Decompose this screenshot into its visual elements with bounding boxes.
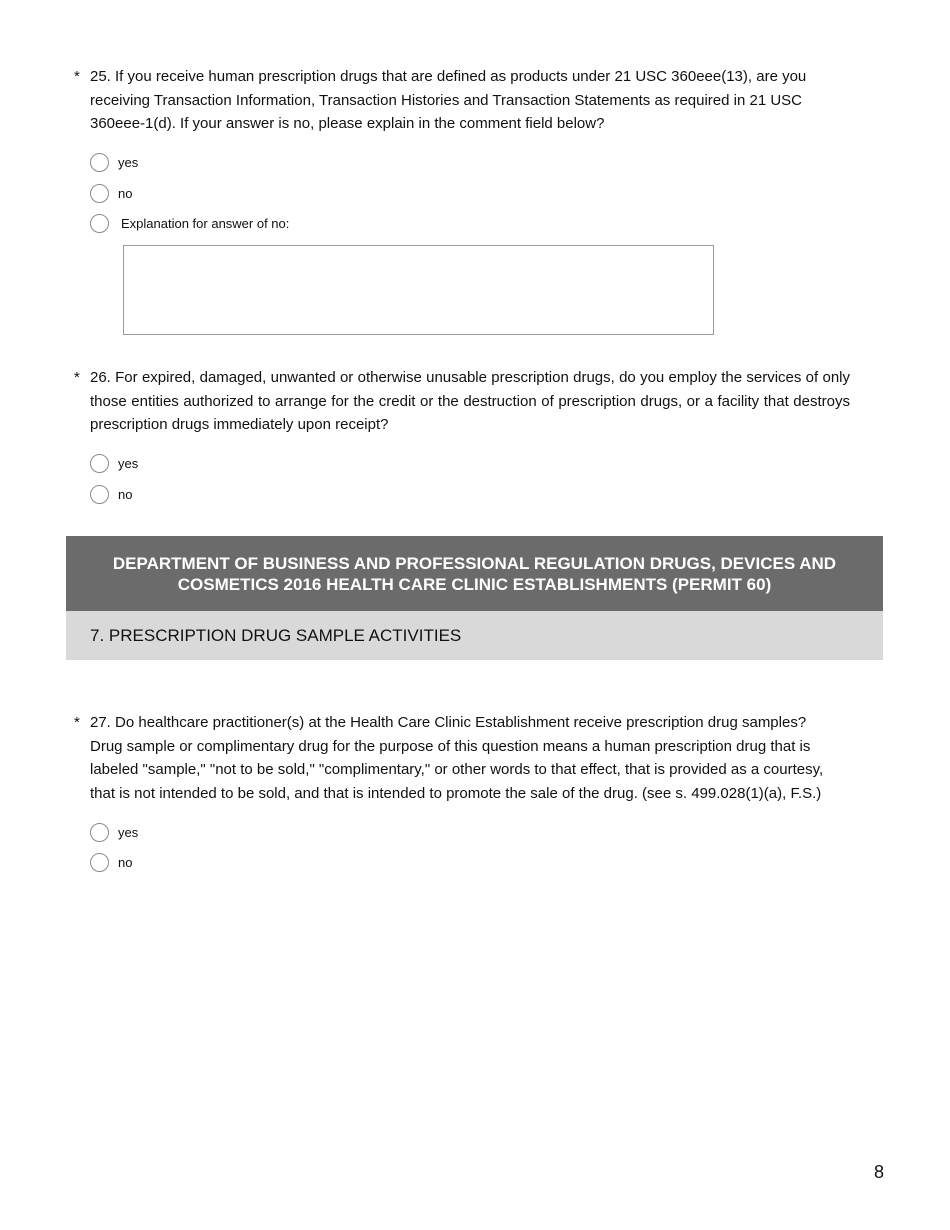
radio-button[interactable]	[90, 485, 109, 504]
required-asterisk: *	[74, 369, 80, 386]
question-26-text: 26. For expired, damaged, unwanted or otherwise unusable prescription drugs, do you employ the services of only those entities authorized to arrange for the credit or the destruction of prescription drugs, or a facility that destroys prescription drugs immediately upon receipt?	[90, 369, 850, 433]
option-label: no	[118, 185, 133, 201]
option-no[interactable]	[90, 178, 854, 209]
question-26	[74, 366, 854, 510]
question-27	[74, 711, 854, 878]
section-subtitle: 7. PRESCRIPTION DRUG SAMPLE ACTIVITIES	[90, 625, 462, 645]
section-subheader	[66, 611, 883, 660]
question-25	[74, 65, 854, 239]
required-asterisk: *	[74, 68, 80, 85]
option-no[interactable]	[90, 848, 854, 879]
option-explanation[interactable]	[90, 209, 854, 240]
section-header	[66, 536, 883, 611]
option-label: yes	[118, 824, 139, 840]
option-yes[interactable]	[90, 148, 854, 179]
page-number: 8	[873, 1162, 884, 1182]
required-asterisk: *	[74, 714, 80, 731]
question-27-text: 27. Do healthcare practitioner(s) at the Health Care Clinic Establishment receive prescription drug samples? Drug sample or complimentary drug for the purpose of this question means a human prescription drug that is labeled "sample," "not to be sold," "complimentary," or other words to that effect, that is provided as a courtesy, that is not intended to be sold, and that is intended to promote the sale of the drug. (see s. 499.028(1)(a), F.S.)	[90, 714, 824, 802]
radio-button[interactable]	[90, 184, 109, 203]
radio-button[interactable]	[90, 823, 109, 842]
question-25-options	[90, 148, 854, 240]
question-27-options	[90, 817, 854, 878]
option-label: Explanation for answer of no:	[121, 216, 290, 232]
question-25-text: 25. If you receive human prescription drugs that are defined as products under 21 USC 360eee(13), are you receiving Transaction Information, Transaction Histories and Transaction Statements as required in 21 USC 360eee-1(d). If your answer is no, please explain in the comment field below?	[90, 68, 807, 132]
option-yes[interactable]	[90, 449, 854, 480]
option-label: no	[118, 486, 133, 502]
option-yes[interactable]	[90, 817, 854, 848]
radio-button[interactable]	[90, 454, 109, 473]
section-title: DEPARTMENT OF BUSINESS AND PROFESSIONAL REGULATION DRUGS, DEVICES AND COSMETICS 2016 HEALTH CARE CLINIC ESTABLISHMENTS (PERMIT 60)	[112, 553, 837, 594]
radio-button[interactable]	[90, 153, 109, 172]
option-label: yes	[118, 456, 139, 472]
radio-button[interactable]	[90, 214, 109, 233]
option-no[interactable]	[90, 479, 854, 510]
radio-button[interactable]	[90, 853, 109, 872]
question-26-options	[90, 449, 854, 510]
explanation-comment-field[interactable]	[123, 245, 714, 335]
option-label: yes	[118, 155, 139, 171]
option-label: no	[118, 855, 133, 871]
